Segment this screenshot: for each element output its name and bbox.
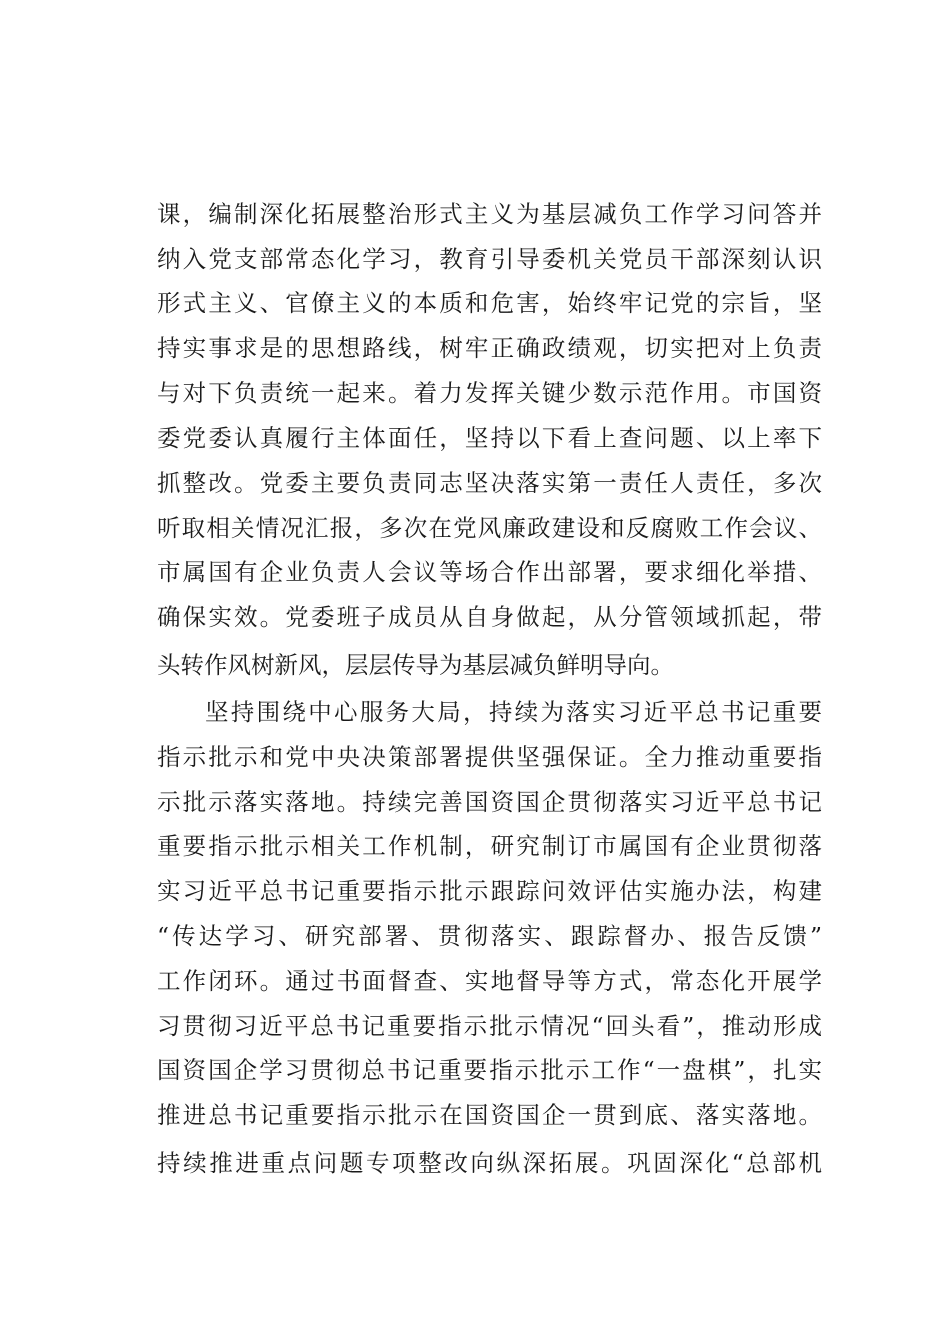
text-line: 与对下负责统一起来。着力发挥关键少数示范作用。市国资 — [157, 379, 822, 407]
text-line: “传达学习、研究部署、贯彻落实、跟踪督办、报告反馈” — [157, 922, 822, 950]
text-line: 示批示落实落地。持续完善国资国企贯彻落实习近平总书记 — [157, 788, 822, 816]
text-line: 持续推进重点问题专项整改向纵深拓展。巩固深化“总部机 — [157, 1149, 822, 1177]
text-line: 坚持围绕中心服务大局，持续为落实习近平总书记重要 — [205, 698, 822, 726]
text-line: 持实事求是的思想路线，树牢正确政绩观，切实把对上负责 — [157, 334, 822, 362]
text-line: 听取相关情况汇报，多次在党风廉政建设和反腐败工作会议、 — [157, 514, 822, 542]
text-line: 国资国企学习贯彻总书记重要指示批示工作“一盘棋”，扎实 — [157, 1056, 822, 1084]
text-line: 指示批示和党中央决策部署提供坚强保证。全力推动重要指 — [157, 743, 822, 771]
text-line: 委党委认真履行主体面任，坚持以下看上查问题、以上率下 — [157, 424, 822, 452]
text-line: 工作闭环。通过书面督查、实地督导等方式，常态化开展学 — [157, 967, 822, 995]
text-line: 市属国有企业负责人会议等场合作出部署，要求细化举措、 — [157, 558, 822, 586]
text-line: 推进总书记重要指示批示在国资国企一贯到底、落实落地。 — [157, 1101, 822, 1129]
text-line: 习贯彻习近平总书记重要指示批示情况“回头看”，推动形成 — [157, 1012, 822, 1040]
text-line: 重要指示批示相关工作机制，研究制订市属国有企业贯彻落 — [157, 832, 822, 860]
text-line: 实习近平总书记重要指示批示跟踪问效评估实施办法，构建 — [157, 877, 822, 905]
text-line: 头转作风树新风，层层传导为基层减负鲜明导向。 — [157, 651, 674, 679]
text-line: 课，编制深化拓展整治形式主义为基层减负工作学习问答并 — [157, 200, 822, 228]
text-line: 纳入党支部常态化学习，教育引导委机关党员干部深刻认识 — [157, 245, 822, 273]
text-line: 形式主义、官僚主义的本质和危害，始终牢记党的宗旨，坚 — [157, 289, 822, 317]
text-line: 抓整改。党委主要负责同志坚决落实第一责任人责任，多次 — [157, 469, 822, 497]
text-line: 确保实效。党委班子成员从自身做起，从分管领域抓起，带 — [157, 603, 822, 631]
